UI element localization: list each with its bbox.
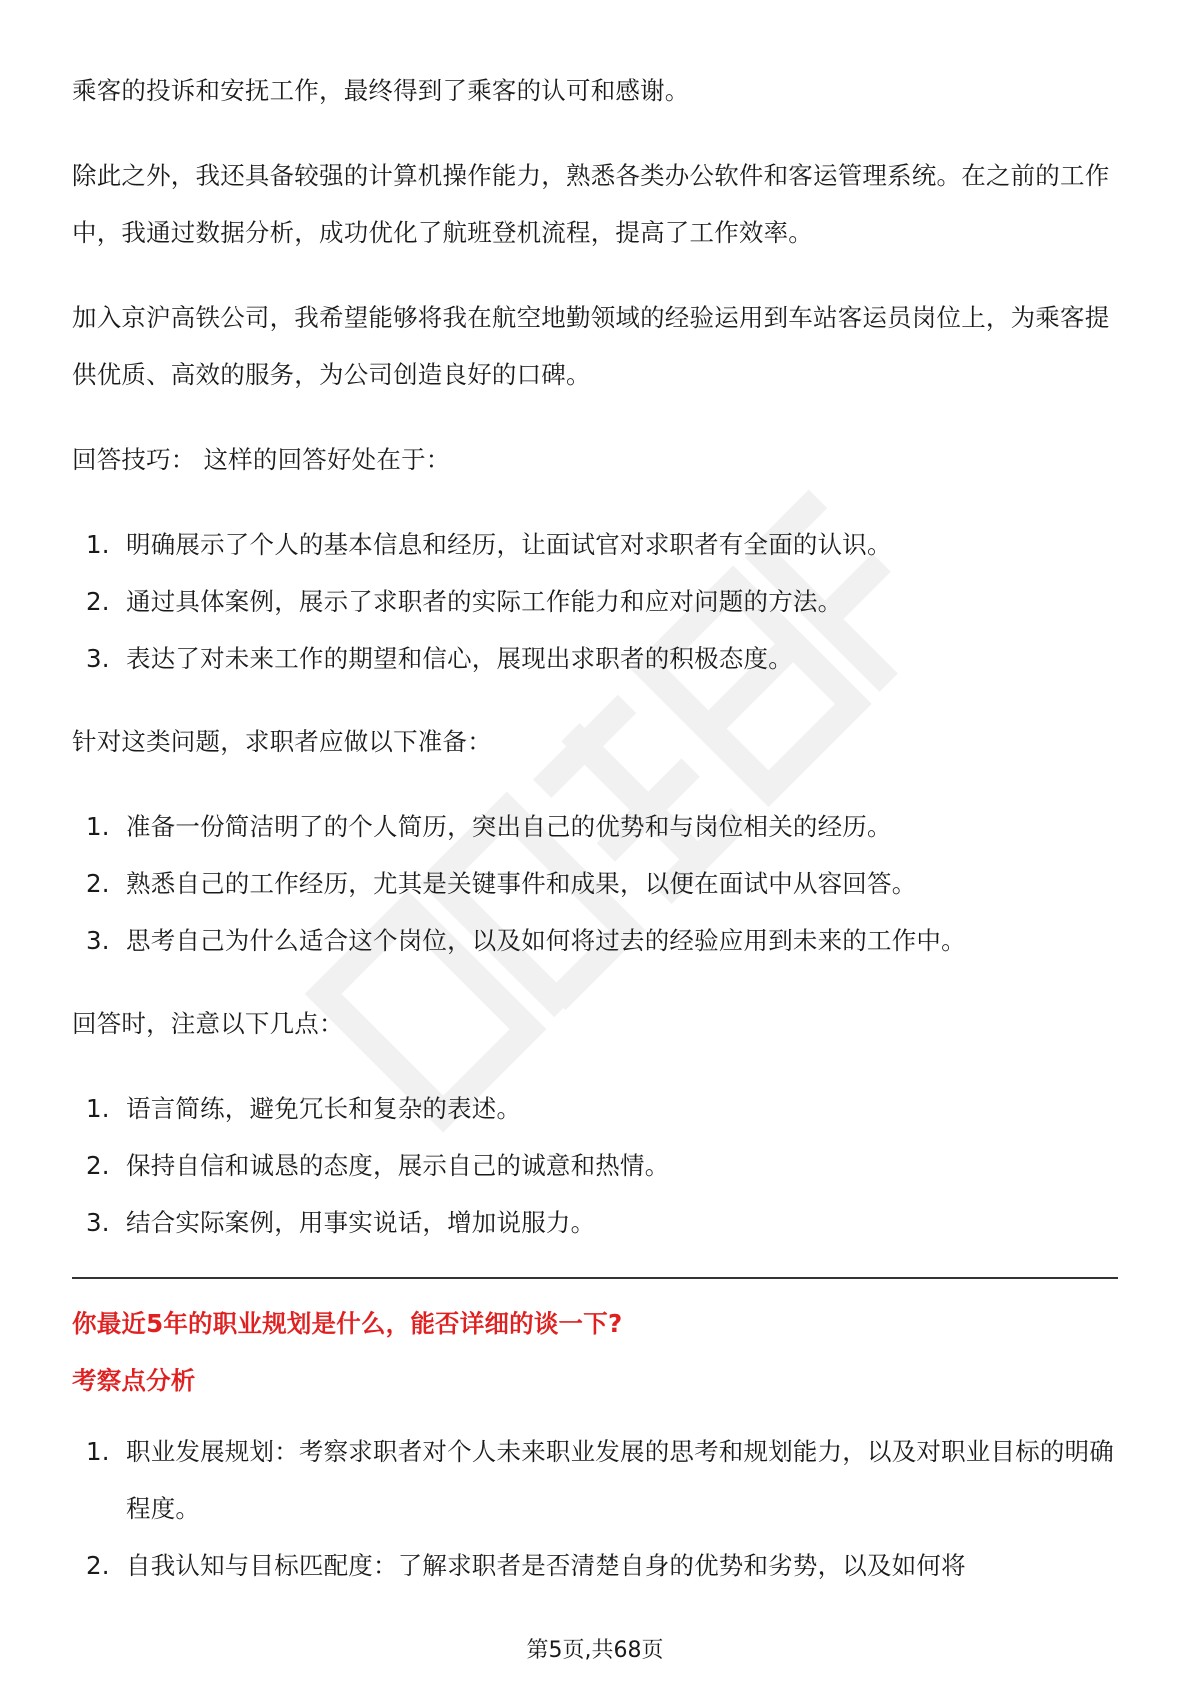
notes-list <box>72 1080 1118 1251</box>
list-item: 3. 表达了对未来工作的期望和信心，展现出求职者的积极态度。 <box>86 644 793 673</box>
paragraph-goal: 加入京沪高铁公司，我希望能够将我在航空地勤领域的经验运用到车站客运员岗位上，为乘客提供优质、高效的服务，为公司创造良好的口碑。 <box>72 303 1110 389</box>
tips-list <box>72 516 1118 687</box>
tips-heading: 回答技巧： 这样的回答好处在于： <box>72 445 451 474</box>
list-item: 2. 自我认知与目标匹配度：了解求职者是否清楚自身的优势和劣势，以及如何将 <box>86 1551 966 1580</box>
analysis-heading: 考察点分析 <box>72 1366 196 1395</box>
list-item: 3. 结合实际案例，用事实说话，增加说服力。 <box>86 1208 596 1237</box>
page-footer: 第5页,共68页 <box>526 1638 664 1663</box>
analysis-list <box>72 1423 1118 1594</box>
prep-list <box>72 798 1118 969</box>
document-page <box>72 62 1118 1620</box>
section-divider <box>72 1277 1118 1279</box>
list-item: 2. 熟悉自己的工作经历，尤其是关键事件和成果，以便在面试中从容回答。 <box>86 869 917 898</box>
list-item: 3. 思考自己为什么适合这个岗位，以及如何将过去的经验应用到未来的工作中。 <box>86 926 966 955</box>
paragraph-continuation: 乘客的投诉和安抚工作，最终得到了乘客的认可和感谢。 <box>72 76 690 105</box>
paragraph-skills: 除此之外，我还具备较强的计算机操作能力，熟悉各类办公软件和客运管理系统。在之前的工作中，我通过数据分析，成功优化了航班登机流程，提高了工作效率。 <box>72 161 1110 247</box>
prep-heading: 针对这类问题，求职者应做以下准备： <box>72 727 492 756</box>
list-item: 1. 准备一份简洁明了的个人简历，突出自己的优势和与岗位相关的经历。 <box>86 812 892 841</box>
list-item: 1. 职业发展规划：考察求职者对个人未来职业发展的思考和规划能力，以及对职业目标的明确程度。 <box>86 1437 1114 1523</box>
list-item: 1. 语言简练，避免冗长和复杂的表述。 <box>86 1094 522 1123</box>
list-item: 2. 通过具体案例，展示了求职者的实际工作能力和应对问题的方法。 <box>86 587 843 616</box>
list-item: 2. 保持自信和诚恳的态度，展示自己的诚意和热情。 <box>86 1151 670 1180</box>
question-title: 你最近5年的职业规划是什么，能否详细的谈一下? <box>72 1309 623 1338</box>
list-item: 1. 明确展示了个人的基本信息和经历，让面试官对求职者有全面的认识。 <box>86 530 892 559</box>
notes-heading: 回答时，注意以下几点： <box>72 1009 344 1038</box>
